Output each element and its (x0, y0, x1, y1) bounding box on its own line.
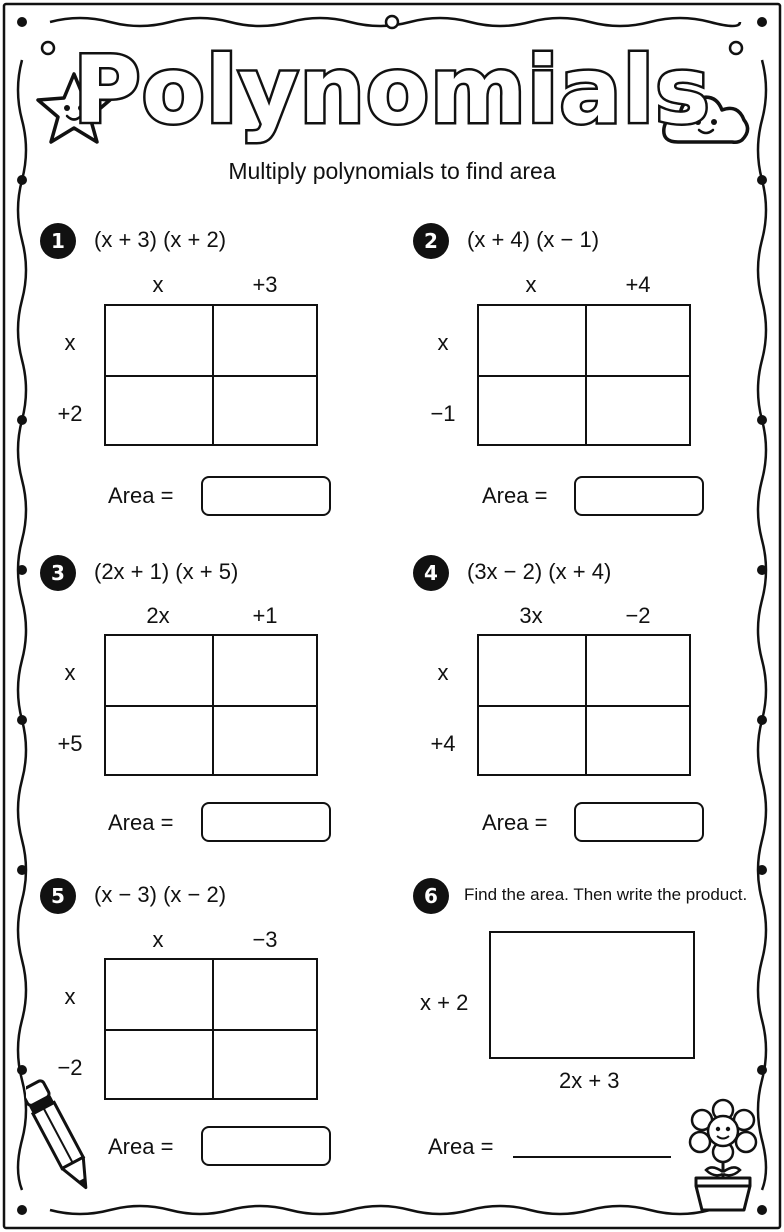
top-label: x (152, 927, 164, 952)
problem-number: 6 (413, 878, 449, 914)
problem-instruction: Find the area. Then write the product. (464, 885, 748, 904)
width-label: 2x + 3 (559, 1068, 620, 1093)
side-label: x (64, 984, 76, 1009)
side-label: x (64, 660, 76, 685)
area-model-grid[interactable] (104, 304, 318, 446)
top-label: x (525, 272, 537, 297)
area-label: Area = (108, 1134, 174, 1159)
top-label: x (152, 272, 164, 297)
flower-pot-icon (686, 1098, 760, 1212)
side-label: x (437, 660, 449, 685)
top-label: 2x (146, 603, 170, 628)
top-label: +1 (252, 603, 278, 628)
problem-number: 5 (40, 878, 76, 914)
side-label: −1 (430, 401, 456, 426)
area-answer-box[interactable] (201, 802, 331, 842)
area-model-grid[interactable] (104, 958, 318, 1100)
side-label: +2 (57, 401, 83, 426)
side-label: x (437, 330, 449, 355)
problem-expression: (x + 4) (x − 1) (467, 227, 600, 252)
problem-number: 3 (40, 555, 76, 591)
problem-expression: (3x − 2) (x + 4) (467, 559, 612, 584)
height-label: x + 2 (420, 990, 469, 1015)
problem-expression: (x − 3) (x − 2) (94, 882, 227, 907)
problem-expression: (x + 3) (x + 2) (94, 227, 227, 252)
top-label: 3x (519, 603, 543, 628)
problem-number: 1 (40, 223, 76, 259)
side-label: +4 (430, 731, 456, 756)
area-label: Area = (482, 810, 548, 835)
problem-expression: (2x + 1) (x + 5) (94, 559, 239, 584)
side-label: −2 (57, 1055, 83, 1080)
area-answer-line[interactable] (513, 1156, 671, 1158)
top-label: −2 (625, 603, 651, 628)
area-model-grid[interactable] (477, 304, 691, 446)
area-label: Area = (108, 810, 174, 835)
area-model-grid[interactable] (104, 634, 318, 776)
area-answer-box[interactable] (574, 802, 704, 842)
area-label: Area = (428, 1134, 494, 1159)
area-answer-box[interactable] (201, 1126, 331, 1166)
area-answer-box[interactable] (574, 476, 704, 516)
area-rectangle[interactable] (489, 931, 695, 1059)
top-label: −3 (252, 927, 278, 952)
area-model-grid[interactable] (477, 634, 691, 776)
area-answer-box[interactable] (201, 476, 331, 516)
top-label: +4 (625, 272, 651, 297)
problem-number: 4 (413, 555, 449, 591)
top-label: +3 (252, 272, 278, 297)
problem-number: 2 (413, 223, 449, 259)
side-label: x (64, 330, 76, 355)
area-label: Area = (482, 483, 548, 508)
page-title: Polynomials (73, 37, 711, 144)
side-label: +5 (57, 731, 83, 756)
pencil-icon (26, 1070, 92, 1200)
area-label: Area = (108, 483, 174, 508)
page-subtitle: Multiply polynomials to find area (228, 158, 556, 184)
